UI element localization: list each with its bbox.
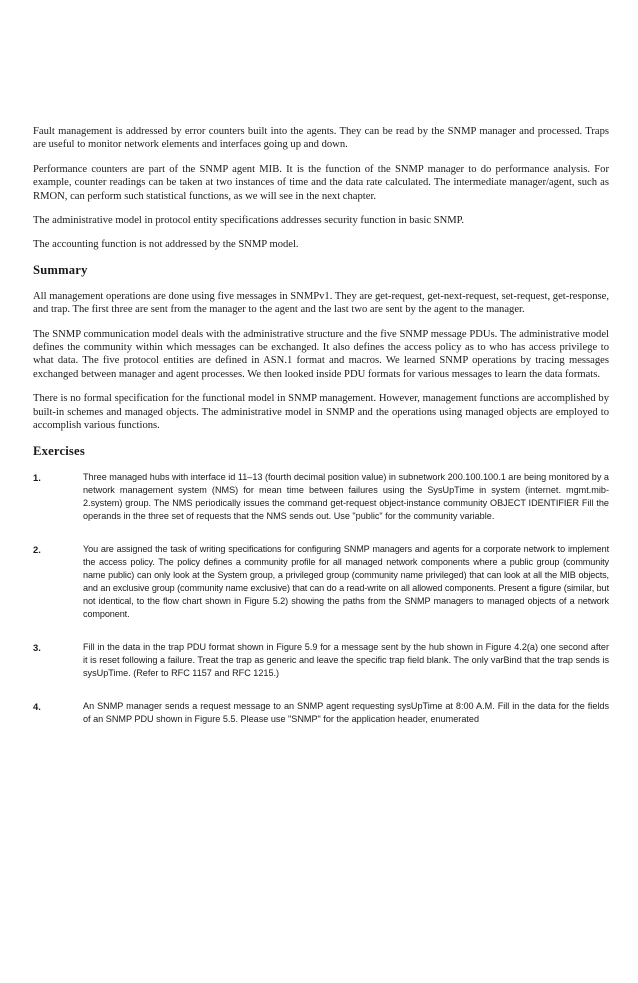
- exercises-heading: Exercises: [33, 443, 85, 458]
- exercise-text: You are assigned the task of writing specifications for configuring SNMP managers and agents for a corporate network to implement the access policy. The policy defines a community profile for all managed network components where a public group (community name public) can only look at the System group, a privileged group (community name privileged) that can look at all the MIB objects, and an exclusive group (community name exclusive) that can do a read-write on all allowed components. Present a figure (similar, but not identical, to the flow chart shown in Figure 5.2) showing the paths from the SNMP managers to managed objects of a network component.: [83, 543, 609, 619]
- exercise-number: 3.: [33, 641, 41, 653]
- exercise-item-1: [33, 471, 609, 523]
- exercise-text: An SNMP manager sends a request message to an SNMP agent requesting sysUpTime at 8:00 A.M. Fill in the data for the fields of an SNMP PDU shown in Figure 5.5. Please use "SNMP" for the application header, enumerated: [83, 700, 609, 724]
- body-paragraph-performance: Performance counters are part of the SNMP agent MIB. It is the function of the SNMP manager to do performance analysis. For example, counter readings can be taken at two instances of time and the data rate calculated. The intermediate manager/agent, such as RMON, can perform such statistical functions, as we will see in the next chapter.: [33, 163, 609, 202]
- exercise-item-2: [33, 543, 609, 621]
- summary-paragraph-operations: All management operations are done using five messages in SNMPv1. They are get-request, get-next-request, set-request, get-response, and trap. The first three are sent from the manager to the agent and the last two are sent by the agent to the manager.: [33, 290, 609, 316]
- exercise-number: 2.: [33, 543, 41, 555]
- body-paragraph-accounting: The accounting function is not addressed by the SNMP model.: [33, 239, 299, 251]
- exercise-text: Three managed hubs with interface id 11–13 (fourth decimal position value) in subnetwork 200.100.100.1 are being monitored by a network management system (NMS) for mean time between failures using the SysUpTime in system (internet. mgmt.mib-2.system) group. The NMS periodically issues the command get-request object-instance community OBJECT IDENTIFIER Fill the operands in the three set of requests that the NMS sends out. Use "public" for the community variable.: [83, 471, 609, 521]
- exercise-list: [33, 471, 609, 726]
- document-page: [33, 125, 609, 746]
- exercise-item-4: [33, 700, 609, 726]
- summary-paragraph-communication: The SNMP communication model deals with the administrative structure and the five SNMP message PDUs. The administrative model defines the community within which messages can be exchanged. It also defines the access policy as to who has access privilege to what data. The five protocol entities are defined in ASN.1 format and macros. We learned SNMP operations by tracing messages exchanged between manager and agent processes. We then looked inside PDU formats for various messages to learn the data formats.: [33, 328, 609, 380]
- exercise-item-3: [33, 641, 609, 680]
- body-paragraph-fault: Fault management is addressed by error counters built into the agents. They can be read by the SNMP manager and processed. Traps are useful to monitor network elements and interfaces going up and down.: [33, 126, 609, 151]
- exercise-number: 4.: [33, 700, 41, 712]
- summary-heading: Summary: [33, 262, 88, 277]
- summary-paragraph-functional: There is no formal specification for the functional model in SNMP management. However, management functions are accomplished by built-in schemes and managed objects. The administrative model in SNMP and the operations using managed objects are employed to accomplish various functions.: [33, 393, 609, 432]
- body-paragraph-security: The administrative model in protocol entity specifications addresses security function in basic SNMP.: [33, 215, 465, 227]
- exercise-text: Fill in the data in the trap PDU format shown in Figure 5.9 for a message sent by the hub shown in Figure 4.2(a) one second after it is reset following a failure. Treat the trap as generic and leave the specific trap field blank. The only varBind that the trap sends is sysUpTime. (Refer to RFC 1157 and RFC 1215.): [83, 641, 609, 678]
- exercise-number: 1.: [33, 471, 41, 483]
